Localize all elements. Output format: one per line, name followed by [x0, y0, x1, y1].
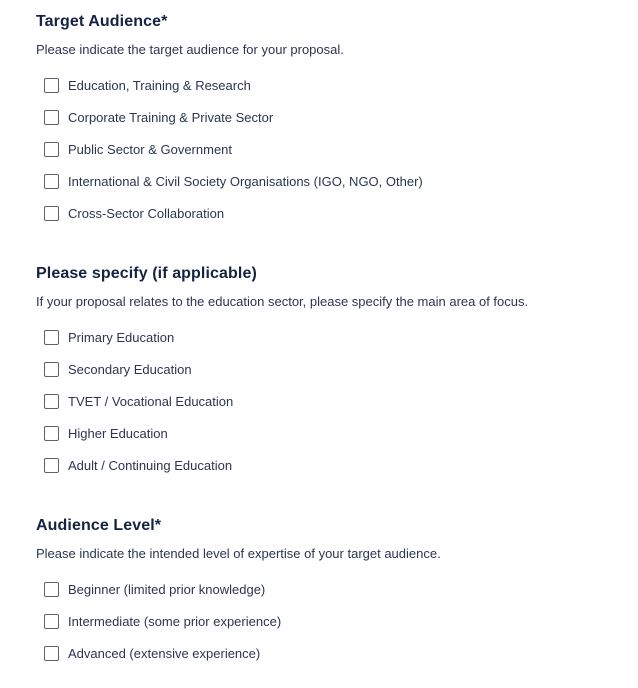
section-title: Audience Level*	[36, 517, 162, 534]
option-label: International & Civil Society Organisations (IGO, NGO, Other)	[68, 173, 423, 189]
checkbox[interactable]	[44, 110, 59, 125]
section-title: Please specify (if applicable)	[36, 265, 257, 282]
checkbox[interactable]	[44, 458, 59, 473]
target-audience-section	[36, 12, 628, 229]
option-adult-continuing[interactable]	[44, 449, 628, 481]
option-international-civil-society[interactable]	[44, 165, 628, 197]
option-primary-education[interactable]	[44, 321, 628, 353]
option-label: Higher Education	[68, 425, 168, 441]
option-secondary-education[interactable]	[44, 353, 628, 385]
checkbox-group	[36, 321, 628, 481]
checkbox[interactable]	[44, 362, 59, 377]
option-higher-education[interactable]	[44, 417, 628, 449]
education-focus-section	[36, 264, 628, 481]
option-label: Advanced (extensive experience)	[68, 645, 261, 661]
option-intermediate[interactable]	[44, 605, 628, 637]
checkbox-group	[36, 69, 628, 229]
option-label: Public Sector & Government	[68, 141, 233, 157]
option-label: Secondary Education	[68, 361, 192, 377]
option-label: Primary Education	[68, 329, 175, 345]
checkbox[interactable]	[44, 394, 59, 409]
option-public-sector[interactable]	[44, 133, 628, 165]
checkbox[interactable]	[44, 614, 59, 629]
option-label: Cross-Sector Collaboration	[68, 205, 225, 221]
checkbox[interactable]	[44, 330, 59, 345]
option-beginner[interactable]	[44, 573, 628, 605]
option-label: Intermediate (some prior experience)	[68, 613, 282, 629]
section-description: Please indicate the intended level of expertise of your target audience.	[36, 546, 441, 561]
option-corporate-training[interactable]	[44, 101, 628, 133]
checkbox[interactable]	[44, 426, 59, 441]
checkbox-group	[36, 573, 628, 669]
option-label: Beginner (limited prior knowledge)	[68, 581, 266, 597]
option-tvet-vocational[interactable]	[44, 385, 628, 417]
checkbox[interactable]	[44, 206, 59, 221]
option-label: Corporate Training & Private Sector	[68, 109, 274, 125]
option-education-training-research[interactable]	[44, 69, 628, 101]
checkbox[interactable]	[44, 78, 59, 93]
option-label: TVET / Vocational Education	[68, 393, 234, 409]
section-title: Target Audience*	[36, 13, 168, 30]
section-description: Please indicate the target audience for your proposal.	[36, 42, 344, 57]
checkbox[interactable]	[44, 646, 59, 661]
option-cross-sector[interactable]	[44, 197, 628, 229]
checkbox[interactable]	[44, 174, 59, 189]
checkbox[interactable]	[44, 582, 59, 597]
checkbox[interactable]	[44, 142, 59, 157]
audience-level-section	[36, 516, 628, 669]
section-description: If your proposal relates to the education sector, please specify the main area of focus.	[36, 294, 529, 309]
option-label: Adult / Continuing Education	[68, 457, 233, 473]
option-advanced[interactable]	[44, 637, 628, 669]
option-label: Education, Training & Research	[68, 77, 251, 93]
